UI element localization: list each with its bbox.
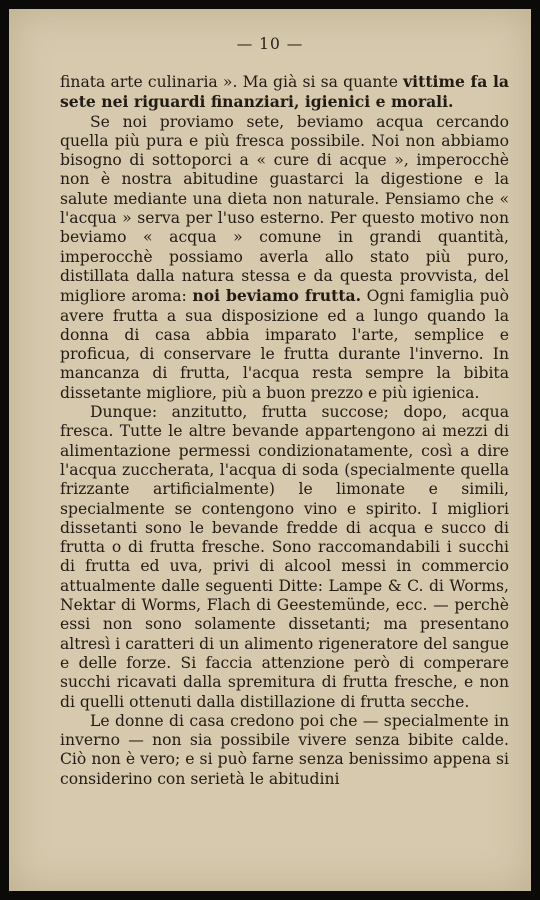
paragraph-4 xyxy=(60,712,509,789)
paragraph-2-bold: noi beviamo frutta. xyxy=(192,286,362,306)
paragraph-1-text: finata arte culinaria ». Ma già si sa quante xyxy=(60,73,404,91)
paragraph-2-text-a: Se noi proviamo sete, beviamo acqua cercando quella più pura e più fresca possibile. Noi non abbiamo bisogno di sottoporci a « cure di acque », imperocchè non è nostra abitudine guastarci la digestione e la salute mediante una dieta non naturale. Pensiamo che « l'acqua » serva per l'uso esterno. Per questo motivo non beviamo « acqua » comune in grandi quantità, imperocchè possiamo averla allo stato più puro, distillata dalla natura stessa e da questa provvista, del migliore aroma: xyxy=(60,112,509,306)
book-page xyxy=(9,9,531,891)
body-text xyxy=(60,72,509,789)
paragraph-3 xyxy=(60,403,509,712)
paragraph-1 xyxy=(60,72,509,113)
page-number: — 10 — xyxy=(236,35,304,53)
paragraph-2-text-b: Ogni famiglia può avere frutta a sua disposizione ed a lungo quando la donna di casa abbia imparato l'arte, semplice e proficua, di conservare le frutta durante l'inverno. In mancanza di frutta, l'acqua resta sempre la bibita dissetante migliore, più a buon prezzo e più igienica. xyxy=(60,287,509,402)
paragraph-1-bold: vittime fa la sete nei riguardi finanziari, igienici e morali. xyxy=(60,72,509,112)
paragraph-4-text: Le donne di casa credono poi che — specialmente in inverno — non sia possibile vivere senza bibite calde. Ciò non è vero; e si può farne senza benissimo appena si considerino con serietà le abitudini xyxy=(60,711,509,788)
paragraph-2 xyxy=(60,113,509,403)
paragraph-3-text: Dunque: anzitutto, frutta succose; dopo, acqua fresca. Tutte le altre bevande appartengono ai mezzi di alimentazione permessi condizionatamente, così a dire l'acqua zuccherata, l'acqua di soda (specialmente quella frizzante artificialmente) le limonate e simili, specialmente se contengono vino e spirito. I migliori dissetanti sono le bevande fredde di acqua e succo di frutta o di frutta fresche. Sono raccomandabili i succhi di frutta ed uva, privi di alcool messi in commercio attualmente dalle seguenti Ditte: Lampe & C. di Worms, Nektar di Worms, Flach di Geestemünde, ecc. — perchè essi non sono solamente dissetanti; ma presentano altresì i caratteri di un alimento rigeneratore del sangue e delle forze. Si faccia attenzione però di comperare succhi ricavati dalla spremitura di frutta fresche, e non di quelli ottenuti dalla distillazione di frutta secche. xyxy=(60,403,509,711)
